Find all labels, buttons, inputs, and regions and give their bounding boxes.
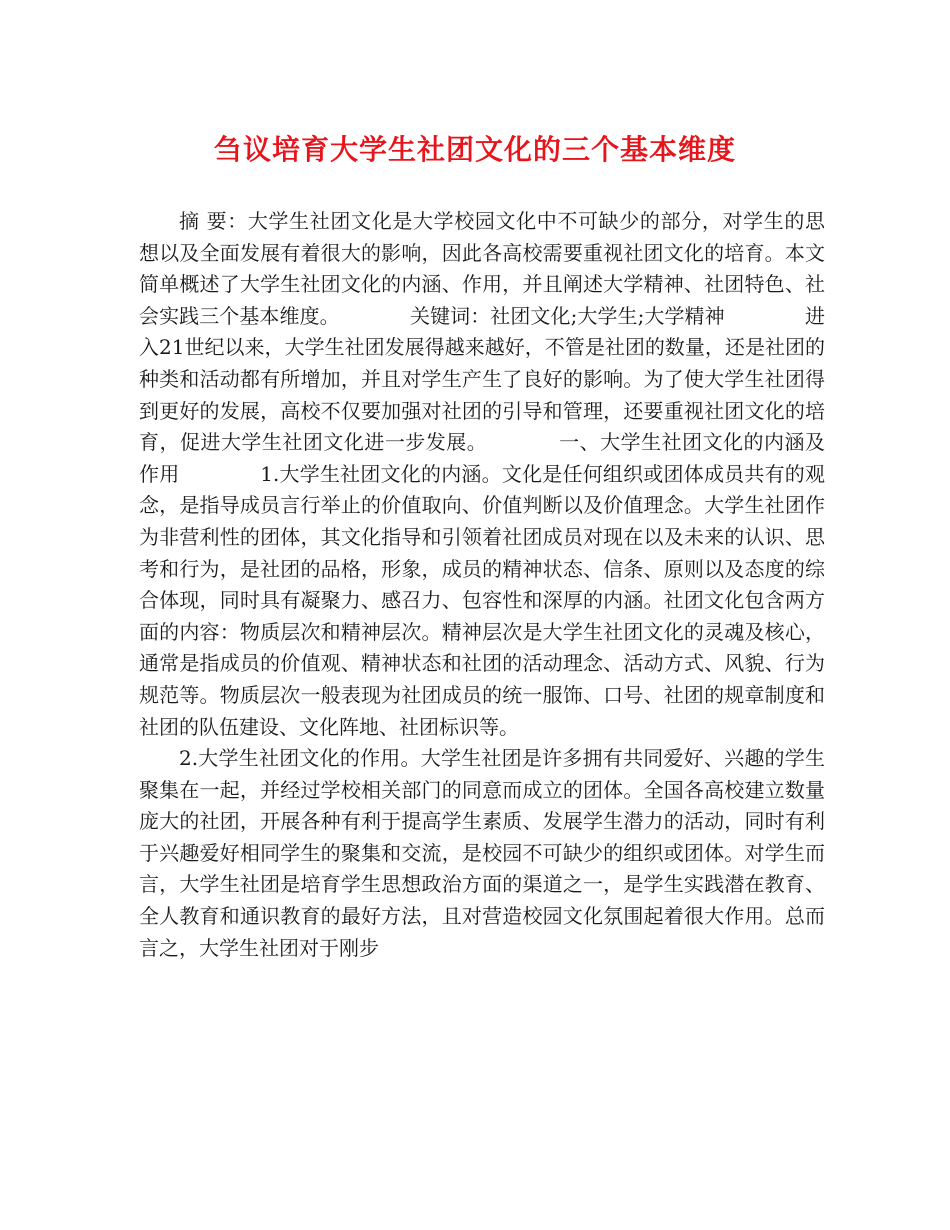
paragraph-section-2: 2.大学生社团文化的作用。大学生社团是许多拥有共同爱好、兴趣的学生聚集在一起，并经过学校相关部门的同意而成立的团体。全国各高校建立数量庞大的社团，开展各种有利于提高学生素质、发展学生潜力的活动，同时有利于兴趣爱好相同学生的聚集和交流，是校园不可缺少的组织或团体。对学生而言，大学生社团是培育学生思想政治方面的渠道之一，是学生实践潜在教育、全人教育和通识教育的最好方法，且对营造校园文化氛围起着很大作用。总而言之，大学生社团对于刚步 bbox=[139, 746, 825, 960]
page-title: 刍议培育大学生社团文化的三个基本维度 bbox=[213, 133, 736, 166]
document-body bbox=[139, 206, 825, 964]
paragraph-abstract-and-section-1: 摘 要：大学生社团文化是大学校园文化中不可缺少的部分，对学生的思想以及全面发展有着很大的影响，因此各高校需要重视社团文化的培育。本文简单概述了大学生社团文化的内涵、作用，并且阐述大学精神、社团特色、社会实践三个基本维度。 关键词：社团文化;大学生;大学精神 进入21世纪以来，大学生社团发展得越来越好，不管是社团的数量，还是社团的种类和活动都有所增加，并且对学生产生了良好的影响。为了使大学生社团得到更好的发展，高校不仅要加强对社团的引导和管理，还要重视社团文化的培育，促进大学生社团文化进一步发展。 一、大学生社团文化的内涵及作用 1.大学生社团文化的内涵。文化是任何组织或团体成员共有的观念，是指导成员言行举止的价值取向、价值判断以及价值理念。大学生社团作为非营利性的团体，其文化指导和引领着社团成员对现在以及未来的认识、思考和行为，是社团的品格，形象，成员的精神状态、信条、原则以及态度的综合体现，同时具有凝聚力、感召力、包容性和深厚的内涵。社团文化包含两方面的内容：物质层次和精神层次。精神层次是大学生社团文化的灵魂及核心，通常是指成员的价值观、精神状态和社团的活动理念、活动方式、风貌、行为规范等。物质层次一般表现为社团成员的统一服饰、口号、社团的规章制度和社团的队伍建设、文化阵地、社团标识等。 bbox=[139, 209, 825, 739]
